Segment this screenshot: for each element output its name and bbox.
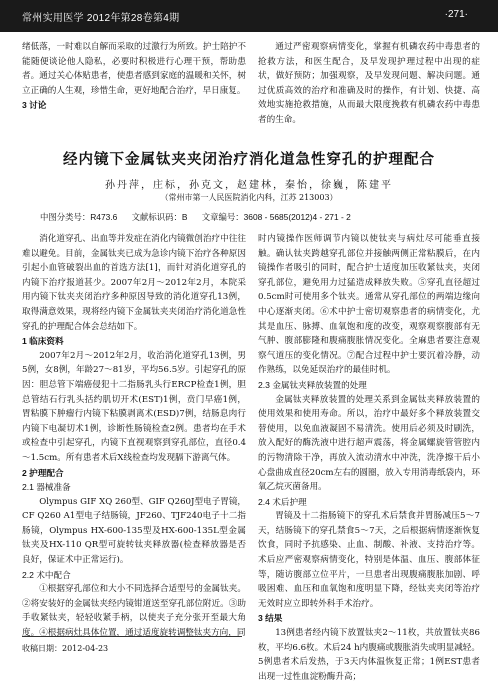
paragraph: ①根据穿孔部位和大小不同选择合适型号的金属钛夹。②将安装好的金属钛夹经内镜钳道送至穿孔部位附近。③助手收紧钛夹，轻轻收紧手柄，以使夹子充分张开至最大角度。④根据病灶具体位置，通过适度旋转调整钛夹方向，同 <box>22 584 246 639</box>
received-date-footnote: 收稿日期：2012-04-23 <box>22 636 242 654</box>
paragraph: 时内镜操作医师调节内镜以使钛夹与病灶尽可能垂直接触。确认钛夹跨越穿孔部位并接触两侧正常粘膜后，在内镜操作者吸引的同时，配合护士适度加压收紧钛夹，夹闭穿孔部位，避免用力过猛造成释放失败。⑤穿孔直径超过0.5cm时可使用多个钛夹。通常从穿孔部位的两端边缘向中心逐渐夹闭。⑥术中护士密切观察患者的病情变化，尤其是血压、脉搏、血氧饱和度的改变，观察观察腹部有无气肿、腹部膨隆和腹痛腹胀情况变化。全麻患者要注意观察气道压的变化情况。⑦配合过程中护士要沉着冷静，动作熟练，以免延误治疗的最佳时机。 <box>258 234 480 376</box>
paragraph: 消化道穿孔、出血等并发症在消化内镜微创治疗中往往难以避免。目前，金属钛夹已成为急诊内镜下治疗各种原因引起小血管破裂出血的首选方法[1]，而针对消化道穿孔的内镜下治疗报道甚少。2007年2月～2012年2月，本院采用内镜下钛夹夹闭治疗多种原因导致的消化道穿孔13例，取得满意效果，现将经内镜下金属钛夹夹闭治疗消化道急性穿孔的护理配合体会总结如下。 <box>22 234 246 332</box>
article-title: 经内镜下金属钛夹夹闭治疗消化道急性穿孔的护理配合 <box>63 152 435 168</box>
section-heading: 2.1 器械准备 <box>22 482 71 493</box>
section-heading: 2.2 术中配合 <box>22 569 71 580</box>
right-body-column <box>258 232 480 684</box>
article-number: 文章编号：3608 - 5685(2012)4 - 271 - 2 <box>201 212 351 222</box>
section-heading: 2.3 金属钛夹释放装置的处理 <box>258 379 367 390</box>
classification-number: 中图分类号：R473.6 <box>40 212 118 222</box>
left-body-column <box>22 232 246 641</box>
paragraph: 绪低落，一时难以自解而采取的过激行为所致。护士陪护不能随便谈论他人隐私，必要时积极进行心理干预，帮助患者。通过关心体贴患者，使患者感到家庭的温暖和关怀，树立正确的人生观，珍惜生命，更好地配合治疗，早日康复。 <box>22 42 246 96</box>
article-meta <box>40 211 363 223</box>
article-authors: 孙丹萍，庄标，孙克文，赵建林，秦怡，徐巍，陈建平 <box>105 180 393 191</box>
page-number: ·271· <box>444 9 468 20</box>
section-heading: 3 结果 <box>258 613 283 624</box>
journal-info: 常州实用医学 2012年第28卷第4期 <box>22 13 180 24</box>
paragraph: 通过严密观察病情变化，掌握有机磷农药中毒患者的抢救方法，和医生配合，及早发现护理过程中出现的症状，做好预防；加强观察，及早发现问题、解决问题。通过优质高效的治疗和准确及时的操作，有计划、快捷、高效地实施抢救措施，从而最大限度挽救有机磷农药中毒患者的生命。 <box>258 42 480 125</box>
paragraph: 胃镜及十二指肠镜下的穿孔术后禁食并胃肠减压5～7天，结肠镜下的穿孔禁食5～7天，之后根据病情逐渐恢复饮食，同时予抗感染、止血、制酸、补液、支持治疗等。术后应严密观察病情变化，特别是体温、血压、腹部体征等，随访腹部立位平片，一旦患者出现腹痛腹胀加剧、呼吸困难、血压和血氧饱和度明显下降，经钛夹夹闭等治疗无效时应立即转外科手术治疗。 <box>258 511 480 609</box>
paragraph: 13例患者经内镜下放置钛夹2～11枚，共放置钛夹86枚，平均6.6枚。术后24 h内腹痛或腹胀消失或明显减轻。5例患者术后发热，于3天内体温恢复正常；1例EST患者出现一过性血淀粉酶升高； <box>258 628 480 682</box>
section-heading: 3 讨论 <box>22 100 47 111</box>
section-heading: 1 临床资料 <box>22 336 64 347</box>
document-code: 文献标识码：B <box>131 212 188 222</box>
section-heading: 2 护理配合 <box>22 467 64 478</box>
journal-header <box>0 0 498 32</box>
paragraph: Olympus GIF XQ 260型、GIF Q260J型电子胃镜，CF Q260 A1型电子结肠镜，JF260、TJF240电子十二指肠镜，Olympus HX-600-135型及HX-600-135L型金属钛夹及HX-110 QR型可旋转钛夹释放器(检查释放器是否良好，保证术中正常运行)。 <box>22 496 247 566</box>
paragraph: 金属钛夹释放装置的处理关系到金属钛夹释放装置的使用效果和使用寿命。所以，治疗中最好多个释放装置交替使用，以免血液凝固不易清洗。使用后必须及时刷洗，放入配好的酶洗液中进行超声震荡，将金属螺旋管管腔内的污物清除干净，再放入流动清水中冲洗，洗净擦干后小心盘曲成直径20cm左右的圆圈，放入专用消毒纸袋内，环氧乙烷灭菌备用。 <box>258 394 480 493</box>
article-affiliation: （常州市第一人民医院消化内科，江苏 213003） <box>160 193 338 202</box>
section-heading: 2.4 术后护理 <box>258 496 307 507</box>
paragraph: 2007年2月～2012年2月，收治消化道穿孔13例，男5例，女8例，年龄27～81岁，平均56.5岁。引起穿孔的原因：胆总管下端癌侵犯十二指肠乳头行ERCP检查1例，胆总管结石行乳头括约肌切开术(EST)1例，贲门早癌1例，胃粘膜下肿瘤行内镜下粘膜剥离术(ESD)7例，结肠息肉行内镜下电凝切术1例，诊断性肠镜检查2例。患者均在手术或检查中引起穿孔，内镜下直视观察到穿孔部位，直径0.4～1.5cm。所有患者术后X线检查均发现膈下游离气体。 <box>22 350 246 463</box>
top-right-column <box>258 40 480 128</box>
top-left-column <box>22 40 246 113</box>
